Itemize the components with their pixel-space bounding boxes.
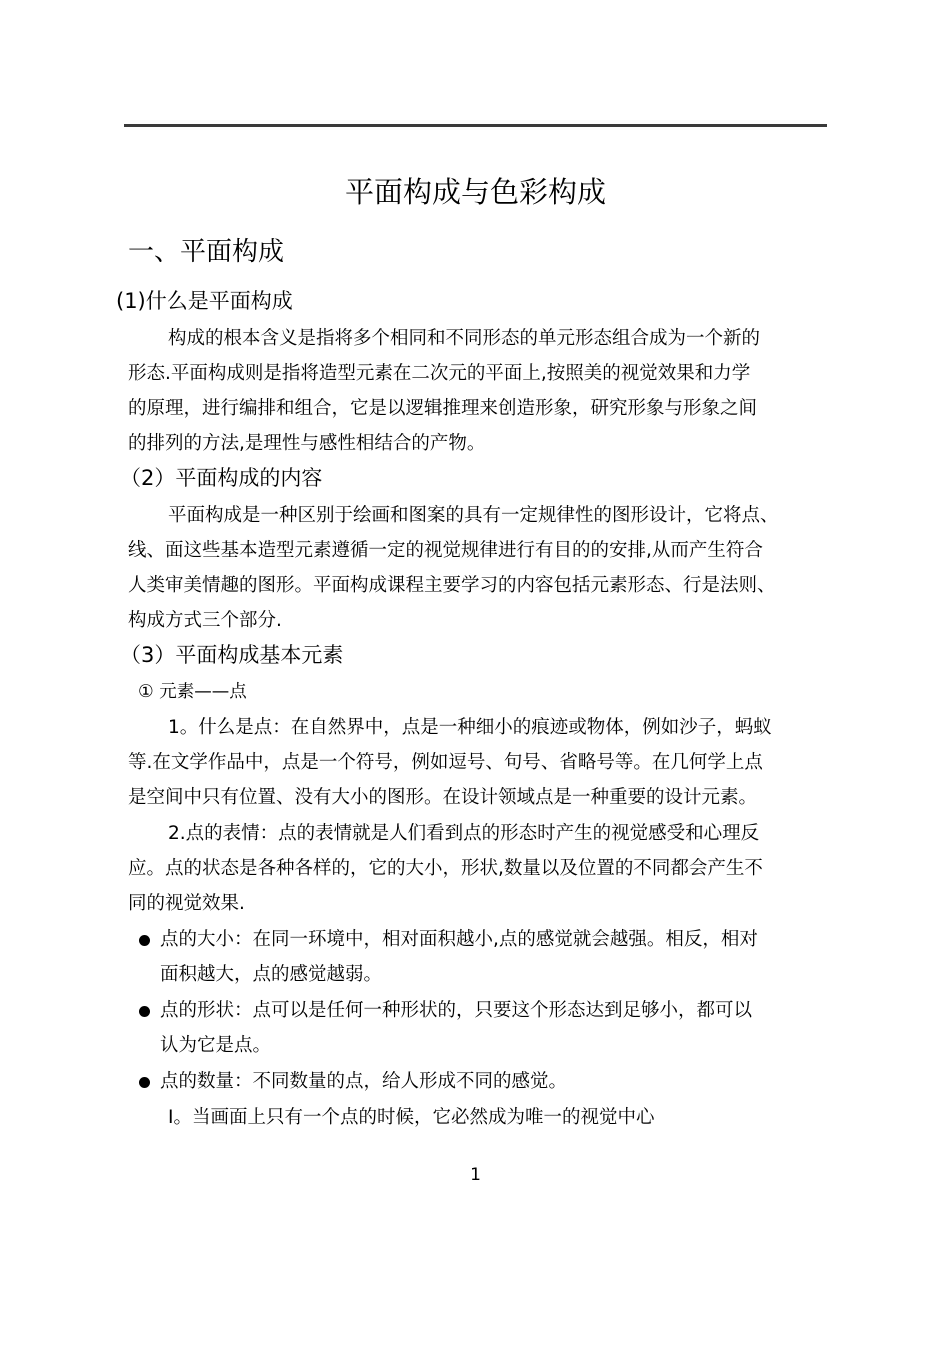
paragraph-line: 是空间中只有位置、没有大小的图形。在设计领域点是一种重要的设计元素。	[128, 787, 758, 808]
element-heading: ① 元素——点	[138, 682, 247, 702]
paragraph-line: 构成的根本含义是指将多个相同和不同形态的单元形态组合成为一个新的	[168, 328, 761, 349]
bullet-line: 点的形状：点可以是任何一种形状的，只要这个形态达到足够小，都可以	[160, 1000, 753, 1021]
paragraph-line: 2.点的表情：点的表情就是人们看到点的形态时产生的视觉感受和心理反	[168, 823, 760, 844]
page-number: 1	[470, 1165, 481, 1185]
paragraph-line: 同的视觉效果.	[128, 893, 245, 914]
bullet-line: 点的大小：在同一环境中，相对面积越小,点的感觉就会越强。相反，相对	[160, 929, 758, 950]
paragraph-line: 线、面这些基本造型元素遵循一定的视觉规律进行有目的的安排,从而产生符合	[128, 540, 763, 561]
document-title: 平面构成与色彩构成	[344, 175, 606, 209]
paragraph-line: 人类审美情趣的图形。平面构成课程主要学习的内容包括元素形态、行是法则、	[128, 575, 776, 596]
paragraph-line: 构成方式三个部分.	[128, 610, 282, 631]
paragraph-line: 1。什么是点：在自然界中，点是一种细小的痕迹或物体，例如沙子，蚂蚁	[168, 717, 772, 738]
bullet-line: 认为它是点。	[160, 1035, 272, 1056]
section-heading: 一、平面构成	[128, 237, 285, 267]
bullet-dot	[139, 935, 150, 946]
paragraph-line: 的排列的方法,是理性与感性相结合的产物。	[128, 433, 486, 454]
paragraph-line: I。当画面上只有一个点的时候，它必然成为唯一的视觉中心	[168, 1107, 655, 1128]
paragraph-line: 等.在文学作品中，点是一个符号，例如逗号、句号、省略号等。在几何学上点	[128, 752, 763, 773]
subsection-heading-1: (1)什么是平面构成	[116, 289, 293, 313]
paragraph-line: 平面构成是一种区别于绘画和图案的具有一定规律性的图形设计，它将点、	[168, 505, 779, 526]
paragraph-line: 形态.平面构成则是指将造型元素在二次元的平面上,按照美的视觉效果和力学	[128, 363, 751, 384]
subsection-heading-3: （3）平面构成基本元素	[120, 643, 344, 667]
bullet-line: 面积越大，点的感觉越弱。	[160, 964, 383, 985]
header-rule	[124, 124, 827, 127]
bullet-line: 点的数量：不同数量的点，给人形成不同的感觉。	[160, 1071, 568, 1092]
bullet-dot	[139, 1077, 150, 1088]
bullet-dot	[139, 1006, 150, 1017]
paragraph-line: 应。点的状态是各种各样的，它的大小，形状,数量以及位置的不同都会产生不	[128, 858, 763, 879]
subsection-heading-2: （2）平面构成的内容	[120, 466, 323, 490]
paragraph-line: 的原理，进行编排和组合，它是以逻辑推理来创造形象，研究形象与形象之间	[128, 398, 758, 419]
